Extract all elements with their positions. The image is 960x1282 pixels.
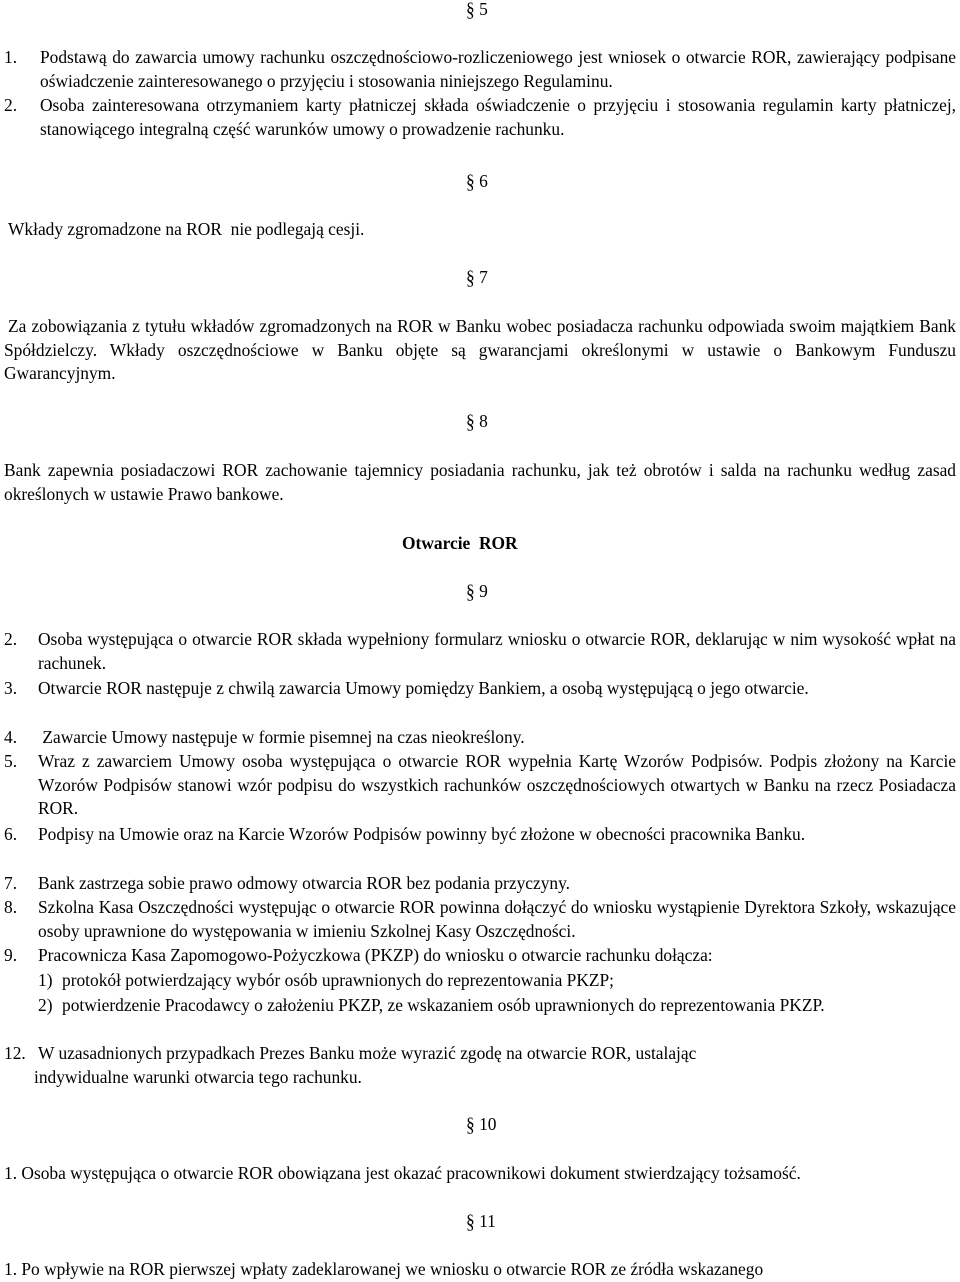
section-9-item-8: 8. Szkolna Kasa Oszczędności występując o otwarcie ROR powinna dołączyć do wniosku wystąpienie Dyrektora Szkoły, wskazujące osoby uprawnione do występowania w imieniu Szkolnej Kasy Oszczędności.	[4, 897, 956, 941]
section-5-item-1: 1. Podstawą do zawarcia umowy rachunku oszczędnościowo-rozliczeniowego jest wniosek o otwarcie ROR, zawierający podpisane oświadczenie zainteresowanego o przyjęciu i stosowania niniejszego Regulaminu.	[4, 47, 956, 91]
section-6-text: Wkłady zgromadzone na ROR nie podlegają cesji.	[8, 219, 365, 239]
section-9-item-2: 2. Osoba występująca o otwarcie ROR składa wypełniony formularz wniosku o otwarcie ROR, deklarując w nim wysokość wpłat na rachunek.	[4, 629, 956, 673]
section-6-heading: § 6	[466, 169, 488, 193]
section-11-heading: § 11	[466, 1209, 496, 1233]
section-8-heading: § 8	[466, 409, 488, 433]
section-9-item-5: 5. Wraz z zawarciem Umowy osoba występująca o otwarcie ROR wypełnia Kartę Wzorów Podpisów. Podpis złożony na Karcie Wzorów Podpisów stanowi wzór podpisu do wszystkich rachunków oszczędnościowych otwartych w Banku na rzecz Posiadacza ROR.	[4, 751, 956, 818]
section-10-text: 1. Osoba występująca o otwarcie ROR obowiązana jest okazać pracownikowi dokument stwierdzający tożsamość.	[4, 1163, 801, 1183]
section-9-item-4: 4. Zawarcie Umowy następuje w formie pisemnej na czas nieokreślony.	[4, 727, 525, 747]
section-7-text: Za zobowiązania z tytułu wkładów zgromadzonych na ROR w Banku wobec posiadacza rachunku odpowiada swoim majątkiem Bank Spółdzielczy. Wkłady oszczędnościowe w Banku objęte są gwarancjami określonymi w ustawie o Bankowym Funduszu Gwarancyjnym.	[4, 316, 956, 383]
section-9-item-9: 9. Pracownicza Kasa Zapomogowo-Pożyczkowa (PKZP) do wniosku o otwarcie rachunku dołącza:	[4, 945, 713, 965]
section-9-subitem-2: 2) potwierdzenie Pracodawcy o założeniu PKZP, ze wskazaniem osób uprawnionych do reprezentowania PKZP.	[38, 995, 825, 1015]
section-9-item-12: 12. W uzasadnionych przypadkach Prezes Banku może wyrazić zgodę na otwarcie ROR, ustalając indywidualne warunki otwarcia tego rachunku.	[4, 1043, 697, 1087]
section-9-subitem-1: 1) protokół potwierdzający wybór osób uprawnionych do reprezentowania PKZP;	[38, 970, 615, 990]
section-9-item-6: 6. Podpisy na Umowie oraz na Karcie Wzorów Podpisów powinny być złożone w obecności pracownika Banku.	[4, 824, 806, 844]
section-11-text: 1. Po wpływie na ROR pierwszej wpłaty zadeklarowanej we wniosku o otwarcie ROR ze źródła wskazanego	[4, 1259, 764, 1279]
section-9-item-7: 7. Bank zastrzega sobie prawo odmowy otwarcia ROR bez podania przyczyny.	[4, 873, 571, 893]
section-8-text: Bank zapewnia posiadaczowi ROR zachowanie tajemnicy posiadania rachunku, jak też obrotów i salda na rachunku według zasad określonych w ustawie Prawo bankowe.	[4, 460, 956, 504]
section-5-item-2: 2. Osoba zainteresowana otrzymaniem karty płatniczej składa oświadczenie o przyjęciu i stosowania regulamin karty płatniczej, stanowiącego integralną część warunków umowy o prowadzenie rachunku.	[4, 95, 956, 139]
heading-otwarcie-ror: Otwarcie ROR	[402, 533, 518, 553]
section-9-item-3: 3. Otwarcie ROR następuje z chwilą zawarcia Umowy pomiędzy Bankiem, a osobą występującą o jego otwarcie.	[4, 678, 809, 698]
section-5-heading: § 5	[466, 0, 488, 21]
section-9-heading: § 9	[466, 579, 488, 603]
section-10-heading: § 10	[466, 1112, 497, 1136]
section-7-heading: § 7	[466, 265, 488, 289]
